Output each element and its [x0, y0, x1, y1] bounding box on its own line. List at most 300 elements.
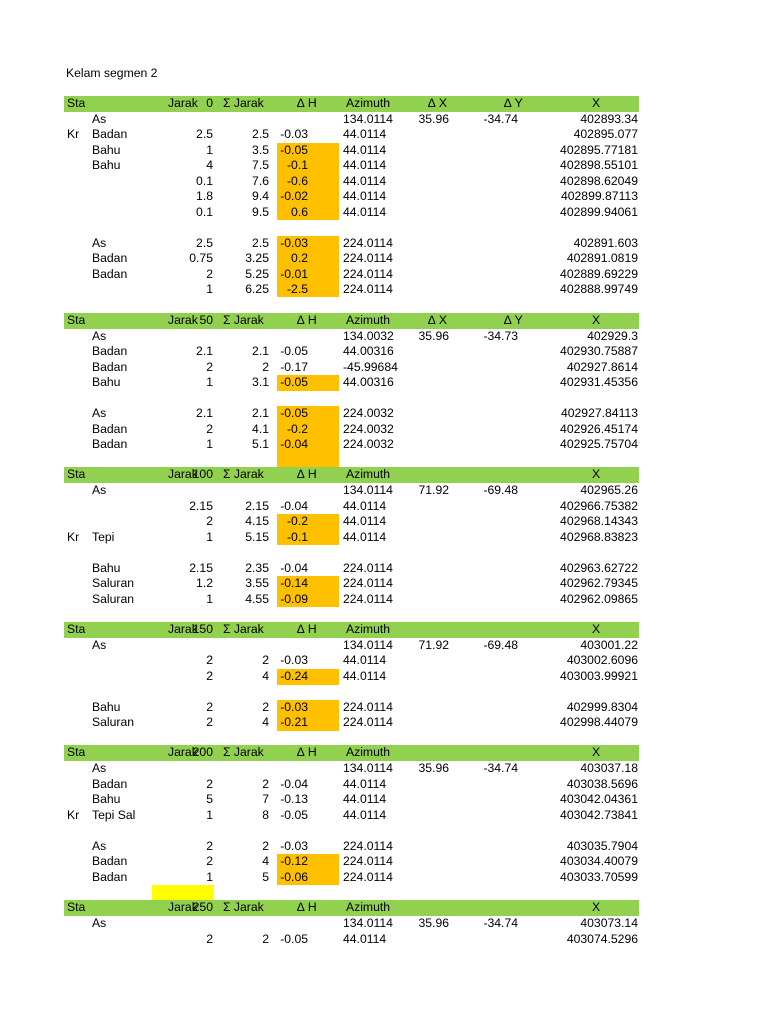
cell-kr[interactable]: Kr [67, 808, 80, 822]
cell-label[interactable]: Badan [92, 870, 128, 884]
cell-label[interactable]: As [92, 406, 107, 420]
cell-sigma-jarak[interactable]: 6.25 [245, 282, 269, 296]
cell-label[interactable]: Bahu [92, 792, 121, 806]
cell-x[interactable]: 402965.26 [580, 483, 638, 497]
cell-azimuth[interactable]: 224.0114 [343, 576, 393, 590]
cell-delta-h[interactable]: -0.05 [280, 375, 308, 389]
cell-station-number[interactable]: 100 [192, 467, 213, 481]
cell-station-number[interactable]: 150 [192, 622, 213, 636]
cell-label[interactable]: As [92, 916, 107, 930]
cell-azimuth[interactable]: 224.0032 [343, 437, 394, 451]
table-row [64, 777, 639, 793]
cell-jarak[interactable]: 2 [206, 514, 213, 528]
cell-x[interactable]: 402931.45356 [560, 375, 638, 389]
cell-delta-h[interactable]: -0.04 [280, 561, 308, 575]
section-header-row [64, 467, 639, 483]
cell-sigma-jarak[interactable]: 7.6 [252, 174, 269, 188]
cell-label[interactable]: As [92, 638, 107, 652]
col-header-delta-h[interactable]: ∆ H [297, 900, 317, 914]
col-header-x[interactable]: X [592, 313, 601, 327]
cell-label[interactable]: Saluran [92, 576, 135, 590]
cell-x[interactable]: 403037.18 [580, 761, 638, 775]
cell-sta-label[interactable]: Sta [67, 96, 86, 110]
col-header-delta-y[interactable]: ∆ Y [504, 313, 523, 327]
col-header-azimuth[interactable]: Azimuth [346, 900, 391, 914]
cell-azimuth[interactable]: 44.00316 [343, 375, 394, 389]
col-header-jarak[interactable]: Jarak [168, 467, 198, 481]
cell-station-number[interactable]: 250 [192, 900, 213, 914]
cell-sta-label[interactable]: Sta [67, 622, 86, 636]
cell-x[interactable]: 402891.603 [573, 236, 638, 250]
cell-x[interactable]: 402891.0819 [566, 251, 638, 265]
cell-sigma-jarak[interactable]: 2.5 [252, 236, 269, 250]
cell-sigma-jarak[interactable]: 2 [262, 932, 269, 946]
table-row [64, 282, 639, 298]
cell-delta-h[interactable]: -0.13 [280, 792, 308, 806]
cell-x[interactable]: 402889.69229 [560, 267, 638, 281]
col-header-sigma-jarak[interactable]: Σ Jarak [223, 96, 264, 110]
col-header-sigma-jarak[interactable]: Σ Jarak [223, 467, 264, 481]
col-header-delta-h[interactable]: ∆ H [297, 467, 317, 481]
cell-sigma-jarak[interactable]: 2 [262, 839, 269, 853]
cell-delta-x[interactable]: 35.96 [418, 916, 449, 930]
cell-jarak[interactable]: 0.1 [196, 174, 213, 188]
cell-jarak[interactable]: 1 [206, 143, 213, 157]
cell-sigma-jarak[interactable]: 3.25 [245, 251, 269, 265]
cell-delta-y[interactable]: -69.48 [483, 638, 518, 652]
cell-jarak[interactable]: 4 [206, 158, 213, 172]
highlight-cell-yellow [152, 885, 214, 900]
col-header-jarak[interactable]: Jarak [168, 745, 198, 759]
cell-delta-y[interactable]: -69.48 [483, 483, 518, 497]
cell-delta-x[interactable]: 35.96 [418, 329, 449, 343]
cell-sta-label[interactable]: Sta [67, 467, 86, 481]
cell-azimuth[interactable]: 44.0114 [343, 499, 387, 513]
cell-azimuth[interactable]: 44.0114 [343, 205, 387, 219]
col-header-azimuth[interactable]: Azimuth [346, 622, 391, 636]
cell-sigma-jarak[interactable]: 9.4 [252, 189, 269, 203]
cell-x[interactable]: 402899.94061 [560, 205, 638, 219]
cell-station-number[interactable]: 50 [199, 313, 213, 327]
col-header-jarak[interactable]: Jarak [168, 96, 198, 110]
cell-x[interactable]: 403034.40079 [560, 854, 638, 868]
cell-azimuth[interactable]: 44.0114 [343, 777, 387, 791]
cell-azimuth[interactable]: 224.0032 [343, 406, 394, 420]
col-header-azimuth[interactable]: Azimuth [346, 313, 391, 327]
cell-azimuth[interactable]: 224.0114 [343, 592, 393, 606]
cell-azimuth[interactable]: 44.00316 [343, 344, 394, 358]
table-row [64, 127, 639, 143]
cell-sigma-jarak[interactable]: 2.1 [252, 344, 269, 358]
cell-station-number[interactable]: 200 [192, 745, 213, 759]
table-row [64, 839, 639, 855]
cell-x[interactable]: 403042.04361 [560, 792, 638, 806]
cell-azimuth[interactable]: 44.0114 [343, 158, 387, 172]
cell-kr[interactable]: Kr [67, 127, 80, 141]
cell-delta-x[interactable]: 71.92 [418, 483, 449, 497]
col-header-x[interactable]: X [592, 622, 601, 636]
cell-delta-h[interactable]: -0.02 [280, 189, 308, 203]
cell-sigma-jarak[interactable]: 2 [262, 700, 269, 714]
cell-jarak[interactable]: 1.2 [196, 576, 213, 590]
cell-label[interactable]: Badan [92, 777, 128, 791]
cell-x[interactable]: 402888.99749 [560, 282, 638, 296]
cell-x[interactable]: 402898.62049 [560, 174, 638, 188]
cell-delta-h[interactable]: -0.01 [280, 267, 308, 281]
cell-azimuth[interactable]: 224.0114 [343, 700, 393, 714]
cell-sigma-jarak[interactable]: 2 [262, 777, 269, 791]
cell-jarak[interactable]: 1 [206, 808, 213, 822]
cell-delta-h[interactable]: -0.1 [286, 530, 308, 544]
cell-jarak[interactable]: 2.1 [196, 406, 213, 420]
table-row [64, 653, 639, 669]
table-row [64, 576, 639, 592]
cell-sigma-jarak[interactable]: 4.15 [245, 514, 269, 528]
table-row [64, 761, 639, 777]
cell-sigma-jarak[interactable]: 8 [262, 808, 269, 822]
cell-x[interactable]: 403001.22 [580, 638, 638, 652]
cell-azimuth[interactable]: 224.0114 [343, 561, 393, 575]
table-row [64, 932, 639, 948]
cell-label[interactable]: Badan [92, 360, 128, 374]
cell-x[interactable]: 403073.14 [580, 916, 638, 930]
col-header-azimuth[interactable]: Azimuth [346, 745, 391, 759]
cell-delta-h[interactable]: -0.6 [286, 174, 308, 188]
col-header-delta-h[interactable]: ∆ H [297, 622, 317, 636]
cell-x[interactable]: 402893.34 [580, 112, 638, 126]
cell-azimuth[interactable]: 134.0114 [343, 916, 393, 930]
cell-azimuth[interactable]: 44.0114 [343, 669, 387, 683]
cell-jarak[interactable]: 2 [206, 360, 213, 374]
cell-jarak[interactable]: 1 [206, 530, 213, 544]
table-row [64, 530, 639, 546]
table-row [64, 561, 639, 577]
cell-azimuth[interactable]: 224.0114 [343, 236, 393, 250]
cell-x[interactable]: 403038.5696 [566, 777, 638, 791]
table-row [64, 437, 639, 453]
cell-delta-h[interactable]: -0.24 [280, 669, 308, 683]
cell-sigma-jarak[interactable]: 3.5 [252, 143, 269, 157]
col-header-delta-x[interactable]: ∆ X [428, 96, 447, 110]
col-header-jarak[interactable]: Jarak [168, 622, 198, 636]
section-header-row [64, 900, 639, 916]
cell-label[interactable]: Bahu [92, 700, 121, 714]
cell-sigma-jarak[interactable]: 2 [262, 360, 269, 374]
col-header-delta-x[interactable]: ∆ X [428, 313, 447, 327]
cell-jarak[interactable]: 2.15 [189, 499, 213, 513]
cell-jarak[interactable]: 2.5 [196, 127, 213, 141]
cell-sigma-jarak[interactable]: 2.1 [252, 406, 269, 420]
cell-kr[interactable]: Kr [67, 530, 80, 544]
table-row [64, 669, 639, 685]
cell-jarak[interactable]: 5 [206, 792, 213, 806]
cell-sigma-jarak[interactable]: 4 [262, 854, 269, 868]
cell-x[interactable]: 402998.44079 [560, 715, 638, 729]
cell-sta-label[interactable]: Sta [67, 313, 86, 327]
cell-x[interactable]: 402999.8304 [566, 700, 638, 714]
cell-delta-x[interactable]: 71.92 [418, 638, 449, 652]
cell-x[interactable]: 402895.77181 [560, 143, 638, 157]
table-row [64, 158, 639, 174]
cell-x[interactable]: 402895.077 [573, 127, 638, 141]
cell-azimuth[interactable]: -45.99684 [343, 360, 398, 374]
table-row [64, 189, 639, 205]
table-row [64, 870, 639, 886]
cell-delta-h[interactable]: -0.09 [280, 592, 308, 606]
cell-sigma-jarak[interactable]: 4.55 [245, 592, 269, 606]
cell-delta-h[interactable]: -0.03 [280, 127, 308, 141]
cell-jarak[interactable]: 2.15 [189, 561, 213, 575]
cell-sigma-jarak[interactable]: 5.15 [245, 530, 269, 544]
cell-jarak[interactable]: 0.75 [189, 251, 213, 265]
cell-jarak[interactable]: 2 [206, 422, 213, 436]
cell-delta-h[interactable]: 0.6 [291, 205, 308, 219]
cell-jarak[interactable]: 2 [206, 839, 213, 853]
cell-label[interactable]: Tepi [92, 530, 115, 544]
col-header-delta-h[interactable]: ∆ H [297, 96, 317, 110]
cell-azimuth[interactable]: 44.0114 [343, 808, 387, 822]
cell-x[interactable]: 402927.8614 [566, 360, 638, 374]
col-header-x[interactable]: X [592, 96, 601, 110]
cell-delta-h[interactable]: -0.05 [280, 932, 308, 946]
cell-delta-h[interactable]: -0.06 [280, 870, 308, 884]
cell-x[interactable]: 402929.3 [587, 329, 638, 343]
col-header-jarak[interactable]: Jarak [168, 900, 198, 914]
cell-sigma-jarak[interactable]: 4 [262, 669, 269, 683]
cell-delta-h[interactable]: -0.2 [286, 514, 308, 528]
cell-jarak[interactable]: 0.1 [196, 205, 213, 219]
cell-jarak[interactable]: 1 [206, 592, 213, 606]
cell-delta-h[interactable]: -0.21 [280, 715, 308, 729]
cell-delta-h[interactable]: -0.05 [280, 808, 308, 822]
cell-label[interactable]: As [92, 839, 107, 853]
table-row [64, 251, 639, 267]
cell-sigma-jarak[interactable]: 2.5 [252, 127, 269, 141]
cell-jarak[interactable]: 2 [206, 700, 213, 714]
cell-azimuth[interactable]: 224.0032 [343, 422, 394, 436]
cell-x[interactable]: 402930.75887 [560, 344, 638, 358]
cell-delta-h[interactable]: -0.05 [280, 406, 308, 420]
cell-azimuth[interactable]: 44.0114 [343, 189, 387, 203]
cell-label[interactable]: Badan [92, 127, 128, 141]
cell-azimuth[interactable]: 134.0114 [343, 112, 393, 126]
cell-azimuth[interactable]: 224.0114 [343, 715, 393, 729]
cell-label[interactable]: Tepi Sal [92, 808, 136, 822]
cell-jarak[interactable]: 1 [206, 282, 213, 296]
cell-sigma-jarak[interactable]: 5 [262, 870, 269, 884]
cell-azimuth[interactable]: 44.0114 [343, 792, 387, 806]
cell-sigma-jarak[interactable]: 4 [262, 715, 269, 729]
cell-x[interactable]: 403035.7904 [566, 839, 638, 853]
table-row [64, 483, 639, 499]
cell-jarak[interactable]: 2 [206, 267, 213, 281]
cell-delta-h[interactable]: -0.04 [280, 437, 308, 451]
section-header-row [64, 313, 639, 329]
cell-azimuth[interactable]: 224.0114 [343, 267, 393, 281]
cell-label[interactable]: As [92, 483, 107, 497]
col-header-delta-h[interactable]: ∆ H [297, 745, 317, 759]
table-row [64, 792, 639, 808]
col-header-delta-h[interactable]: ∆ H [297, 313, 317, 327]
cell-label[interactable]: Badan [92, 422, 128, 436]
cell-sta-label[interactable]: Sta [67, 900, 86, 914]
cell-delta-h[interactable]: -0.17 [280, 360, 308, 374]
cell-delta-y[interactable]: -34.73 [483, 329, 518, 343]
cell-delta-h[interactable]: -0.12 [280, 854, 308, 868]
cell-azimuth[interactable]: 224.0114 [343, 282, 393, 296]
cell-label[interactable]: Saluran [92, 592, 135, 606]
cell-label[interactable]: As [92, 761, 107, 775]
cell-delta-h[interactable]: -0.1 [286, 158, 308, 172]
col-header-x[interactable]: X [592, 900, 601, 914]
cell-azimuth[interactable]: 134.0114 [343, 638, 393, 652]
cell-azimuth[interactable]: 44.0114 [343, 174, 387, 188]
cell-jarak[interactable]: 2 [206, 854, 213, 868]
cell-sta-label[interactable]: Sta [67, 745, 86, 759]
cell-station-number[interactable]: 0 [206, 96, 213, 110]
cell-label[interactable]: Badan [92, 267, 128, 281]
cell-jarak[interactable]: 1 [206, 437, 213, 451]
cell-azimuth[interactable]: 134.0032 [343, 329, 394, 343]
table-row [64, 700, 639, 716]
cell-jarak[interactable]: 2 [206, 932, 213, 946]
cell-label[interactable]: Badan [92, 344, 128, 358]
cell-label[interactable]: Bahu [92, 561, 121, 575]
cell-delta-h[interactable]: -2.5 [286, 282, 308, 296]
cell-delta-h[interactable]: -0.05 [280, 344, 308, 358]
cell-x[interactable]: 403074.5296 [566, 932, 638, 946]
cell-sigma-jarak[interactable]: 5.1 [252, 437, 269, 451]
cell-x[interactable]: 402966.75382 [560, 499, 638, 513]
cell-label[interactable]: Bahu [92, 143, 121, 157]
cell-sigma-jarak[interactable]: 3.55 [245, 576, 269, 590]
cell-x[interactable]: 402899.87113 [560, 189, 638, 203]
cell-x[interactable]: 402927.84113 [560, 406, 638, 420]
cell-jarak[interactable]: 1 [206, 375, 213, 389]
cell-jarak[interactable]: 2 [206, 653, 213, 667]
cell-x[interactable]: 402968.14343 [560, 514, 638, 528]
col-header-x[interactable]: X [592, 467, 601, 481]
table-row [64, 638, 639, 654]
cell-delta-h[interactable]: -0.2 [286, 422, 308, 436]
col-header-azimuth[interactable]: Azimuth [346, 467, 391, 481]
cell-label[interactable]: Bahu [92, 158, 121, 172]
cell-x[interactable]: 402898.55101 [560, 158, 638, 172]
cell-sigma-jarak[interactable]: 4.1 [252, 422, 269, 436]
col-header-x[interactable]: X [592, 745, 601, 759]
table-row [64, 205, 639, 221]
cell-azimuth[interactable]: 224.0114 [343, 854, 393, 868]
col-header-sigma-jarak[interactable]: Σ Jarak [223, 622, 264, 636]
cell-azimuth[interactable]: 224.0114 [343, 839, 393, 853]
table-row [64, 236, 639, 252]
cell-sigma-jarak[interactable]: 2.15 [245, 499, 269, 513]
cell-delta-h[interactable]: -0.03 [280, 700, 308, 714]
col-header-sigma-jarak[interactable]: Σ Jarak [223, 745, 264, 759]
cell-label[interactable]: As [92, 329, 107, 343]
cell-sigma-jarak[interactable]: 5.25 [245, 267, 269, 281]
cell-delta-y[interactable]: -34.74 [483, 761, 518, 775]
cell-delta-h[interactable]: -0.14 [280, 576, 308, 590]
cell-x[interactable]: 402963.62722 [560, 561, 638, 575]
cell-azimuth[interactable]: 224.0114 [343, 870, 393, 884]
cell-label[interactable]: Bahu [92, 375, 121, 389]
table-row [64, 329, 639, 345]
cell-azimuth[interactable]: 44.0114 [343, 143, 387, 157]
cell-azimuth[interactable]: 44.0114 [343, 653, 387, 667]
table-row [64, 143, 639, 159]
cell-label[interactable]: As [92, 112, 107, 126]
cell-delta-h[interactable]: -0.05 [280, 143, 308, 157]
cell-sigma-jarak[interactable]: 7.5 [252, 158, 269, 172]
col-header-azimuth[interactable]: Azimuth [346, 96, 391, 110]
col-header-jarak[interactable]: Jarak [168, 313, 198, 327]
cell-delta-y[interactable]: -34.74 [483, 112, 518, 126]
cell-x[interactable]: 402926.45174 [560, 422, 638, 436]
cell-jarak[interactable]: 1 [206, 870, 213, 884]
cell-azimuth[interactable]: 224.0114 [343, 251, 393, 265]
cell-azimuth[interactable]: 134.0114 [343, 761, 393, 775]
cell-x[interactable]: 403033.70599 [560, 870, 638, 884]
cell-delta-h[interactable]: -0.03 [280, 839, 308, 853]
cell-label[interactable]: Badan [92, 437, 128, 451]
cell-label[interactable]: Badan [92, 854, 128, 868]
cell-azimuth[interactable]: 44.0114 [343, 932, 387, 946]
cell-delta-x[interactable]: 35.96 [418, 112, 449, 126]
cell-x[interactable]: 402968.83823 [560, 530, 638, 544]
col-header-sigma-jarak[interactable]: Σ Jarak [223, 900, 264, 914]
cell-jarak[interactable]: 1.8 [196, 189, 213, 203]
cell-sigma-jarak[interactable]: 2.35 [245, 561, 269, 575]
cell-jarak[interactable]: 2 [206, 715, 213, 729]
cell-azimuth[interactable]: 44.0114 [343, 514, 387, 528]
section-header-row [64, 96, 639, 112]
cell-azimuth[interactable]: 134.0114 [343, 483, 393, 497]
cell-x[interactable]: 403042.73841 [560, 808, 638, 822]
cell-label[interactable]: Saluran [92, 715, 135, 729]
cell-x[interactable]: 402962.79345 [560, 576, 638, 590]
cell-sigma-jarak[interactable]: 9.5 [252, 205, 269, 219]
cell-sigma-jarak[interactable]: 2 [262, 653, 269, 667]
col-header-delta-y[interactable]: ∆ Y [504, 96, 523, 110]
cell-azimuth[interactable]: 44.0114 [343, 127, 387, 141]
cell-jarak[interactable]: 2.5 [196, 236, 213, 250]
cell-jarak[interactable]: 2 [206, 777, 213, 791]
col-header-sigma-jarak[interactable]: Σ Jarak [223, 313, 264, 327]
cell-jarak[interactable]: 2.1 [196, 344, 213, 358]
cell-delta-h[interactable]: -0.04 [280, 499, 308, 513]
cell-x[interactable]: 402962.09865 [560, 592, 638, 606]
cell-azimuth[interactable]: 44.0114 [343, 530, 387, 544]
table-row [64, 499, 639, 515]
cell-x[interactable]: 403002.6096 [566, 653, 638, 667]
cell-sigma-jarak[interactable]: 3.1 [252, 375, 269, 389]
table-row [64, 375, 639, 391]
cell-jarak[interactable]: 2 [206, 669, 213, 683]
cell-x[interactable]: 403003.99921 [560, 669, 638, 683]
cell-delta-x[interactable]: 35.96 [418, 761, 449, 775]
cell-delta-h[interactable]: -0.04 [280, 777, 308, 791]
cell-x[interactable]: 402925.75704 [560, 437, 638, 451]
cell-label[interactable]: As [92, 236, 107, 250]
cell-delta-h[interactable]: -0.03 [280, 653, 308, 667]
cell-delta-h[interactable]: 0.2 [291, 251, 308, 265]
table-row [64, 916, 639, 932]
cell-delta-y[interactable]: -34.74 [483, 916, 518, 930]
cell-delta-h[interactable]: -0.03 [280, 236, 308, 250]
cell-sigma-jarak[interactable]: 7 [262, 792, 269, 806]
cell-label[interactable]: Badan [92, 251, 128, 265]
